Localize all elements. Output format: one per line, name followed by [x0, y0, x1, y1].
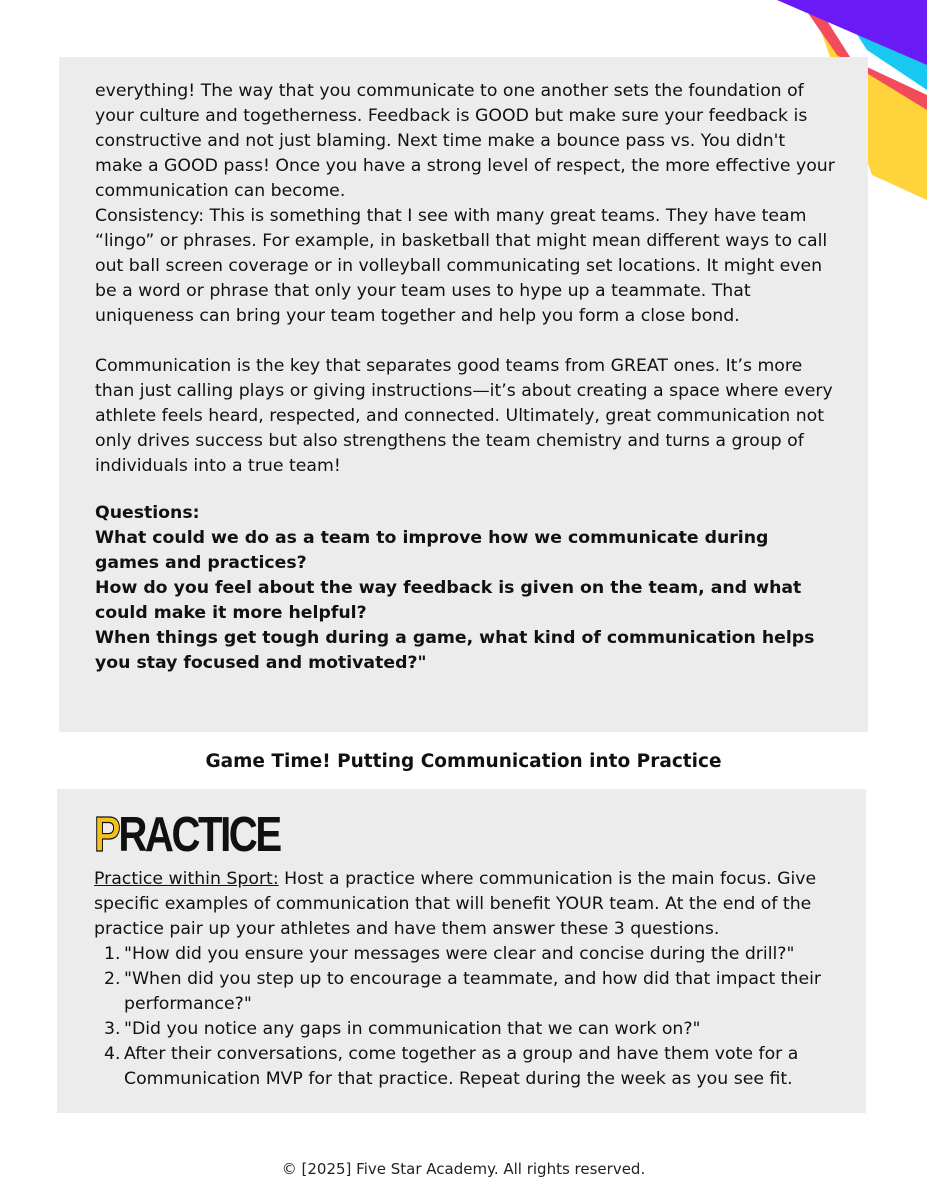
- practice-step: "When did you step up to encourage a teammate, and how did that impact their performance?": [124, 969, 822, 1014]
- paragraph-summary: Communication is the key that separates good teams from GREAT ones. It’s more than just calling plays or giving instructions—it’s about creating a space where every athlete feels heard, respected, and connected. Ultimately, great communication not only drives success but also strengthens the team chemistry and turns a group of individuals into a true team!: [95, 356, 833, 476]
- practice-lead-text: Host a practice where communication is the main focus. Give specific examples of communication that will benefit YOUR team. At the end of the practice pair up your athletes and have them answer these 3 questions.: [94, 869, 817, 939]
- practice-title: [94, 808, 702, 862]
- question-item: How do you feel about the way feedback is given on the team, and what could make it more helpful?: [95, 578, 802, 623]
- practice-lead-label: Practice within Sport:: [94, 869, 279, 889]
- questions-heading: Questions:: [95, 503, 200, 523]
- practice-panel: [57, 789, 866, 1113]
- practice-step: "Did you notice any gaps in communication that we can work on?": [124, 1019, 701, 1039]
- paragraph-consistency: Consistency: This is something that I see with many great teams. They have team “lingo” or phrases. For example, in basketball that might mean different ways to call out ball screen coverage or in volleyball communicating set locations. It might even be a word or phrase that only your team uses to hype up a teammate. That uniqueness can bring your team together and help you form a close bond.: [95, 206, 828, 326]
- practice-step: "How did you ensure your messages were clear and concise during the drill?": [124, 944, 795, 964]
- practice-title-rest: RACTICE: [118, 808, 280, 862]
- practice-steps: [94, 942, 836, 1092]
- practice-lead: [94, 867, 836, 942]
- questions-section: [95, 501, 838, 676]
- section-heading: Game Time! Putting Communication into Practice: [205, 751, 722, 772]
- paragraph-feedback: everything! The way that you communicate to one another sets the foundation of your culture and togetherness. Feedback is GOOD but make sure your feedback is constructive and not just blaming. Next time make a bounce pass vs. You didn't make a GOOD pass! Once you have a strong level of respect, the more effective your communication can become.: [95, 81, 835, 201]
- practice-title-first-letter: P: [94, 808, 119, 862]
- intro-panel: [59, 57, 868, 732]
- question-item: When things get tough during a game, what kind of communication helps you stay focused and motivated?": [95, 628, 815, 673]
- practice-step: After their conversations, come together as a group and have them vote for a Communication MVP for that practice. Repeat during the week as you see fit.: [124, 1044, 799, 1089]
- copyright-footer: © [2025] Five Star Academy. All rights reserved.: [281, 1160, 646, 1178]
- question-item: What could we do as a team to improve how we communicate during games and practices?: [95, 528, 769, 573]
